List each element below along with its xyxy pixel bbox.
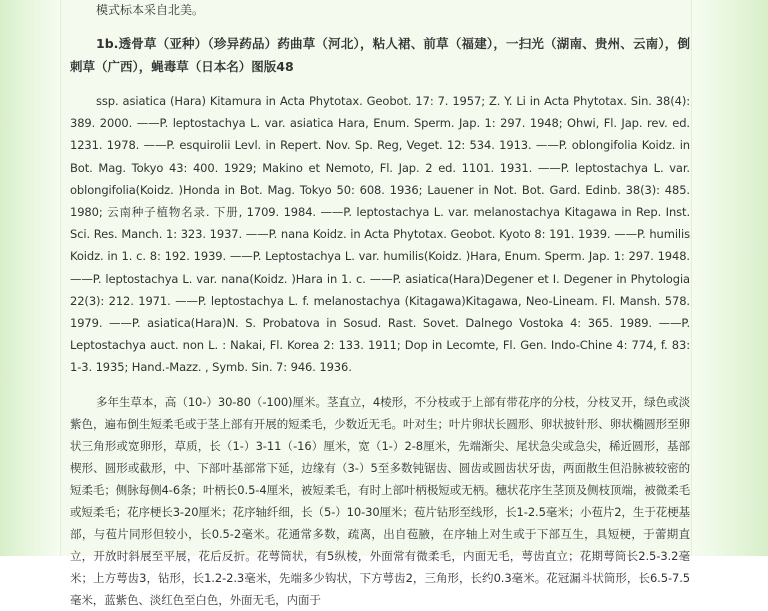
right-margin-decoration	[691, 0, 768, 556]
species-heading: 1b.透骨草（亚种）（珍异药品）药曲草（河北），粘人裙、前草（福建），一扫光（湖南、贵州、云南），倒刺草（广西），蝇毒草（日本名）图版48	[70, 36, 690, 74]
description-paragraph: 多年生草本，高（10-）30-80（-100)厘米。茎直立，4棱形，不分枝或于上部有带花序的分枝，分枝叉开，绿色或淡紫色，遍布倒生短柔毛或于茎上部有开展的短柔毛，少数近无毛。叶对生；叶片卵状长圆形、卵状披针形、卵状椭圆形至卵状三角形或宽卵形，草质，长（1-）3-11（-16）厘米，宽（1-）2-8厘米，先端渐尖、尾状急尖或急尖，稀近圆形，基部楔形、圆形或截形，中、下部叶基部常下延，边缘有（3-）5至多数钝锯齿、圆齿或圆齿状牙齿，两面散生但沿脉被较密的短柔毛；侧脉每侧4-6条；叶柄长0.5-4厘米，被短柔毛，有时上部叶柄极短或无柄。穗状花序生茎顶及侧枝顶端，被微柔毛或短柔毛；花序梗长3-20厘米；花序轴纤细，长（5-）10-30厘米；苞片钻形至线形，长1-2.5毫米；小苞片2，生于花梗基部，与苞片同形但较小，长0.5-2毫米。花通常多数，疏离，出自苞腋，在序轴上对生或于下部互生，具短梗，于蕾期直立，开放时斜展至平展，花后反折。花萼筒状，有5纵棱，外面常有微柔毛，内面无毛，萼齿直立；花期萼筒长2.5-3.2毫米；上方萼齿3，钻形，长1.2-2.3毫米，先端多少钩状，下方萼齿2，三角形，长约0.3毫米。花冠漏斗状筒形，长6.5-7.5毫米，蓝紫色、淡红色至白色，外面无毛，内面于	[70, 394, 690, 607]
references-paragraph: ssp. asiatica (Hara) Kitamura in Acta Phytotax. Geobot. 17: 7. 1957; Z. Y. Li in Acta Phytotax. Sin. 38(4): 389. 2000. ——P. leptostachya L. var. asiatica Hara, Enum. Sperm. Jap. 1: 297. 1948; Ohwi, Fl. Jap. rev. ed. 1231. 1978. ——P. esquirolii Levl. in Repert. Nov. Sp. Reg, Veget. 12: 534. 1913. ——P. oblongifolia Koidz. in Bot. Mag. Tokyo 43: 400. 1929; Makino et Nemoto, Fl. Jap. 2 ed. 1101. 1931. ——P. leptostachya L. var. oblongifolia(Koidz. )Honda in Bot. Mag. Tokyo 50: 608. 1936; Lauener in Not. Bot. Gard. Edinb. 38(3): 485. 1980; 云南种子植物名录. 下册, 1709. 1984. ——P. leptostachya L. var. melanostachya Kitagawa in Rep. Inst. Sci. Res. Manch. 1: 323. 1937. ——P. nana Koidz. in Acta Phytotax. Geobot. Kyoto 8: 191. 1939. ——P. humilis Koidz. in 1. c. 8: 192. 1939. ——P. Leptostachya L. var. humilis(Koidz. )Hara, Enum. Sperm. Jap. 1: 297. 1948. ——P. leptostachya L. var. nana(Koidz. )Hara in 1. c. ——P. asiatica(Hara)Degener et I. Degener in Phytologia 22(3): 212. 1971. ——P. leptostachya L. f. melanostachya (Kitagawa)Kitagawa, Neo-Lineam. Fl. Mansh. 578. 1979. ——P. asiatica(Hara)N. S. Probatova in Sosud. Rast. Sovet. Dalnego Vostoka 4: 365. 1989. ——P. Leptostachya auct. non L. : Nakai, Fl. Korea 2: 133. 1911; Dop in Lecomte, Fl. Gen. Indo-Chine 4: 774, f. 83: 1-3. 1935; Hand.-Mazz. , Symb. Sin. 7: 946. 1936.	[70, 94, 690, 375]
document-page	[70, 0, 690, 611]
intro-line: 模式标本采自北美。	[96, 3, 205, 17]
left-margin-decoration	[0, 0, 61, 556]
